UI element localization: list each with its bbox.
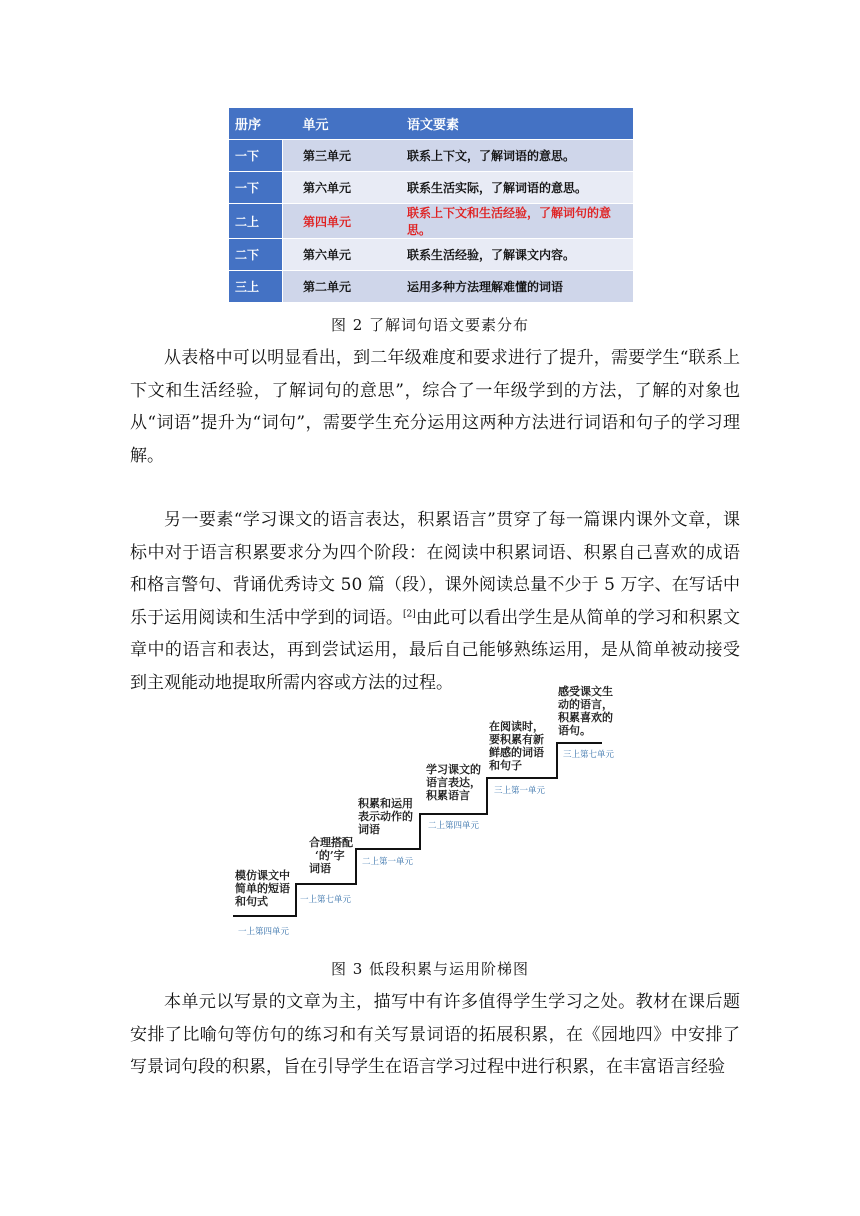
row-grade: 二下	[229, 239, 283, 271]
step-6-text	[558, 685, 613, 737]
row-grade: 三上	[229, 271, 283, 303]
row-element: 联系生活经验，了解课文内容。	[389, 239, 633, 271]
row-element: 联系上下文和生活经验，了解词句的意思。	[389, 204, 633, 239]
step-1-text	[235, 869, 290, 908]
row-element: 联系上下文，了解词语的意思。	[389, 140, 633, 172]
step-line: 积累和运用	[358, 797, 413, 810]
step-line: 和句子	[489, 759, 522, 772]
step-line: ‘的’字	[315, 849, 345, 862]
citation-ref: [2]	[403, 608, 416, 619]
step-line: 在阅读时，	[489, 720, 544, 733]
step-line: 表示动作的	[358, 810, 413, 823]
paragraph-1: 从表格中可以明显看出，到二年级难度和要求进行了提升，需要学生“联系上下文和生活经验，了解词句的意思”，综合了一年级学到的方法，了解的对象也从“词语”提升为“词句”，需要学生充分运用这两种方法进行词语和句子的学习理解。	[130, 348, 740, 466]
step-3-text	[358, 797, 413, 836]
row-unit: 第二单元	[283, 271, 390, 303]
step-line: 学习课文的	[426, 763, 481, 776]
step-line: 感受课文生	[558, 685, 613, 698]
step-line: 积累语言	[426, 789, 470, 802]
row-unit: 第四单元	[283, 204, 390, 239]
row-element: 联系生活实际，了解词语的意思。	[389, 172, 633, 204]
step-4-text	[426, 763, 481, 802]
step-line: 动的语言，	[558, 698, 613, 711]
step-6-label: 三上第七单元	[563, 750, 615, 760]
step-line: 模仿课文中	[235, 869, 290, 882]
row-grade: 一下	[229, 140, 283, 172]
step-line: 词语	[358, 823, 380, 836]
row-unit: 第六单元	[283, 172, 390, 204]
step-4-label: 二上第四单元	[428, 821, 480, 831]
step-5-text	[489, 720, 544, 772]
figure-2-caption: 图 2 了解词句语文要素分布	[330, 316, 530, 334]
figure-3-caption: 图 3 低段积累与运用阶梯图	[330, 960, 530, 978]
step-5-label: 三上第一单元	[494, 786, 546, 796]
row-grade: 二上	[229, 204, 283, 239]
step-line: 和句式	[235, 895, 268, 908]
step-2-label: 一上第七单元	[300, 895, 352, 905]
row-unit: 第三单元	[283, 140, 390, 172]
step-line: 鲜感的词语	[489, 746, 544, 759]
paragraph-2-tail: 由此可以看出学生是从简单的学习和积累文章中的语言和表达，再到尝试运用，最后自己能够熟练运用，是从简单被动接受到主观能动地提取所需内容或方法的过程。	[130, 607, 741, 693]
step-3-label: 二上第一单元	[362, 857, 414, 867]
step-1-label: 一上第四单元	[238, 927, 290, 937]
row-grade: 一下	[229, 172, 283, 204]
step-line: 语句。	[558, 724, 591, 737]
step-line: 积累喜欢的	[558, 711, 613, 724]
step-line: 语言表达，	[426, 776, 481, 789]
step-line: 词语	[309, 862, 331, 875]
row-element: 运用多种方法理解难懂的词语	[389, 271, 633, 303]
step-2-text	[309, 836, 353, 875]
step-line: 简单的短语	[235, 882, 290, 895]
header-unit: 单元	[283, 108, 390, 140]
header-grade: 册序	[229, 108, 283, 140]
header-element: 语文要素	[389, 108, 633, 140]
paragraph-3: 本单元以写景的文章为主，描写中有许多值得学生学习之处。教材在课后题安排了比喻句等仿句的练习和有关写景词语的拓展积累，在《园地四》中安排了写景词句段的积累，旨在引导学生在语言学习过程中进行积累，在丰富语言经验	[130, 992, 740, 1077]
step-line: 要积累有新	[489, 733, 544, 746]
paragraph-2-main: 另一要素“学习课文的语言表达，积累语言”贯穿了每一篇课内课外文章，课标中对于语言积累要求分为四个阶段：在阅读中积累词语、积累自己喜欢的成语和格言警句、背诵优秀诗文 50 篇（段），课外阅读总量不少于 5 万字、在写话中乐于运用阅读和生活中学到的词语。	[130, 510, 740, 628]
step-line: 合理搭配	[309, 836, 353, 849]
row-unit: 第六单元	[283, 239, 390, 271]
